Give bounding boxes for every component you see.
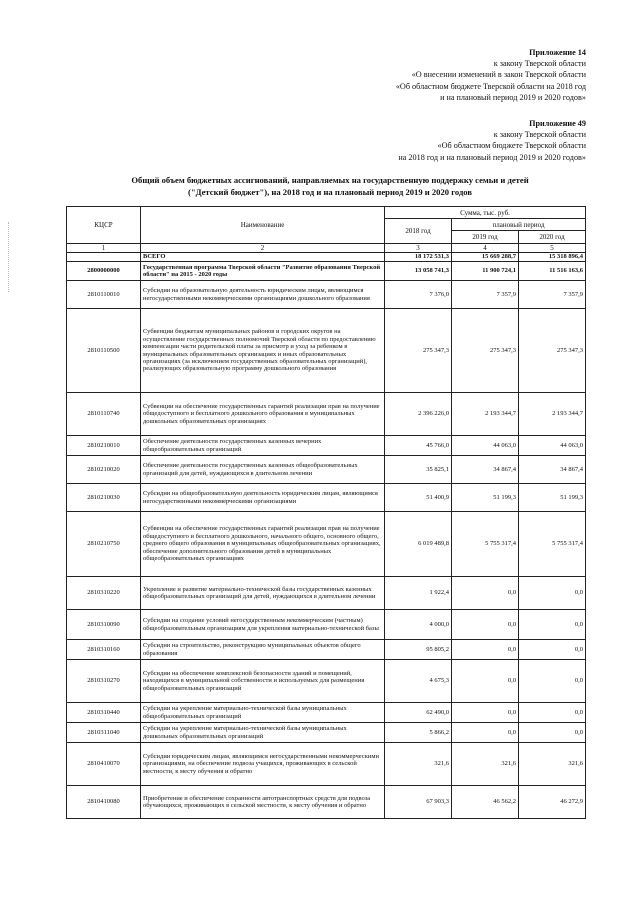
appendix-49-line: «Об областном бюджете Тверской области: [437, 141, 586, 151]
table-row: [67, 309, 586, 393]
table-row: [67, 703, 586, 723]
row-value-2019: 275 347,3: [452, 309, 519, 393]
row-value-2018: 6 019 489,8: [385, 512, 452, 577]
document-title: [70, 175, 590, 198]
table-row: [67, 577, 586, 610]
row-code: 2810310270: [67, 660, 141, 703]
row-code: 2810410080: [67, 786, 141, 819]
column-number: 4: [452, 244, 519, 253]
row-name: Субсидии на общеобразовательную деятельность юридическим лицам, являющимся негосударственными некоммерческими организациями: [141, 484, 385, 512]
row-value-2020: 5 755 317,4: [519, 512, 586, 577]
table-row: [67, 743, 586, 786]
row-value-2019: 5 755 317,4: [452, 512, 519, 577]
header-2020: 2020 год: [519, 231, 586, 244]
row-name: Субвенции бюджетам муниципальных районов и городских округов на осуществление государственных полномочий Тверской области по предоставлению компенсации части родительской платы за присмотр и уход за ребенком в муниципальных образовательных организациях и иных образовательных организациях (за исключением государственных образовательных организаций), реализующих образовательную программу дошкольного образования: [141, 309, 385, 393]
row-value-2018: 67 903,3: [385, 786, 452, 819]
row-value-2020: 321,6: [519, 743, 586, 786]
row-value-2020: 0,0: [519, 703, 586, 723]
row-value-2019: 0,0: [452, 577, 519, 610]
appendix-49-line: на 2018 год и на плановый период 2019 и 2020 годов»: [398, 152, 586, 162]
row-value-2018: 321,6: [385, 743, 452, 786]
row-value-2019: 11 900 724,1: [452, 262, 519, 281]
row-value-2018: 7 376,0: [385, 281, 452, 309]
row-code: [67, 253, 141, 262]
row-value-2019: 0,0: [452, 703, 519, 723]
row-code: 2800000000: [67, 262, 141, 281]
row-code: 2810210030: [67, 484, 141, 512]
appendix-49-title: Приложение 49: [529, 119, 586, 128]
row-name: Государственная программа Тверской области "Развитие образования Тверской области" на 2015 - 2020 годы: [141, 262, 385, 281]
row-code: 2810110010: [67, 281, 141, 309]
header-name: Наименование: [141, 207, 385, 244]
row-value-2019: 44 063,0: [452, 436, 519, 456]
row-name: Субсидии на укрепление материально-технической базы муниципальных дошкольных образовательных организаций: [141, 723, 385, 743]
row-name: Обеспечение деятельности государственных казенных общеобразовательных организаций для детей, нуждающихся в длительном лечении: [141, 456, 385, 484]
appendix-14-line: «О внесении изменений в закон Тверской области: [411, 70, 586, 80]
row-value-2020: 275 347,3: [519, 309, 586, 393]
header-2018: 2018 год: [385, 219, 452, 244]
header-2019: 2019 год: [452, 231, 519, 244]
row-value-2018: 45 766,0: [385, 436, 452, 456]
row-code: 2810410070: [67, 743, 141, 786]
row-value-2020: 46 272,9: [519, 786, 586, 819]
row-value-2019: 0,0: [452, 723, 519, 743]
row-value-2019: 2 193 344,7: [452, 393, 519, 436]
row-value-2020: 34 867,4: [519, 456, 586, 484]
row-value-2018: 4 675,3: [385, 660, 452, 703]
row-value-2019: 7 357,9: [452, 281, 519, 309]
row-value-2019: 0,0: [452, 660, 519, 703]
table-row: [67, 281, 586, 309]
row-name: Субвенции на обеспечение государственных гарантий реализации прав на получение общедоступного и бесплатного дошкольного образования в муниципальных дошкольных образовательных организациях: [141, 393, 385, 436]
budget-table: [66, 206, 586, 819]
table-row: [67, 640, 586, 660]
row-value-2020: 0,0: [519, 610, 586, 640]
row-value-2018: 18 172 531,3: [385, 253, 452, 262]
row-value-2018: 35 825,1: [385, 456, 452, 484]
row-value-2020: 0,0: [519, 660, 586, 703]
row-value-2019: 0,0: [452, 610, 519, 640]
row-code: 2810310090: [67, 610, 141, 640]
row-value-2019: 46 562,2: [452, 786, 519, 819]
table-row: [67, 723, 586, 743]
row-name: Обеспечение деятельности государственных казенных вечерних общеобразовательных организаций: [141, 436, 385, 456]
row-name: ВСЕГО: [141, 253, 385, 262]
header-sum: Сумма, тыс. руб.: [385, 207, 586, 219]
header-code: КЦСР: [67, 207, 141, 244]
table-row: [67, 262, 586, 281]
row-value-2019: 34 867,4: [452, 456, 519, 484]
table-row: [67, 786, 586, 819]
row-name: Субвенции на обеспечение государственных гарантий реализации прав на получение общедоступного и бесплатного дошкольного, начального общего, основного общего, среднего общего образования в муниципальных общеобразовательных организациях, обеспечение дополнительного образования детей в муниципальных общеобразовательных организациях: [141, 512, 385, 577]
column-number: 2: [141, 244, 385, 253]
row-name: Укрепление и развитие материально-технической базы государственных казенных общеобразовательных организаций для детей, нуждающихся в длительном лечении: [141, 577, 385, 610]
row-value-2020: 7 357,9: [519, 281, 586, 309]
row-value-2018: 275 347,3: [385, 309, 452, 393]
row-value-2019: 15 669 288,7: [452, 253, 519, 262]
row-value-2020: 0,0: [519, 577, 586, 610]
row-value-2018: 2 396 226,0: [385, 393, 452, 436]
row-value-2020: 11 516 163,6: [519, 262, 586, 281]
column-number: 5: [519, 244, 586, 253]
header-plan-period: плановый период: [452, 219, 586, 231]
row-value-2019: 0,0: [452, 640, 519, 660]
table-row: [67, 393, 586, 436]
row-value-2020: 15 318 896,4: [519, 253, 586, 262]
row-name: Приобретение и обеспечение сохранности автотранспортных средств для подвоза обучающихся, проживающих в сельской местности, к месту обучения и обратно: [141, 786, 385, 819]
row-name: Субсидии на строительство, реконструкцию муниципальных объектов общего образования: [141, 640, 385, 660]
appendix-14-block: [396, 47, 586, 103]
row-code: 2810210020: [67, 456, 141, 484]
scan-margin-mark: [8, 222, 11, 292]
row-code: 2810310440: [67, 703, 141, 723]
column-number: 1: [67, 244, 141, 253]
document-title-line: ("Детский бюджет"), на 2018 год и на плановый период 2019 и 2020 годов: [187, 186, 473, 197]
row-name: Субсидии на создание условий негосударственным некоммерческим (частным) общеобразовательным организациям для укрепления материально-технической базы: [141, 610, 385, 640]
row-value-2020: 0,0: [519, 723, 586, 743]
row-value-2018: 13 058 741,3: [385, 262, 452, 281]
table-row: [67, 456, 586, 484]
row-name: Субсидии юридическим лицам, являющимся негосударственными некоммерческими организациями, на обеспечение подвоза учащихся, проживающих в сельской местности, к месту обучения и обратно: [141, 743, 385, 786]
row-value-2018: 5 866,2: [385, 723, 452, 743]
appendix-14-title: Приложение 14: [529, 48, 586, 57]
row-value-2018: 4 000,0: [385, 610, 452, 640]
table-row: [67, 484, 586, 512]
row-code: 2810310220: [67, 577, 141, 610]
table-row: [67, 660, 586, 703]
table-row: [67, 436, 586, 456]
row-code: 2810210010: [67, 436, 141, 456]
appendix-14-line: к закону Тверской области: [493, 59, 586, 69]
row-value-2020: 2 193 344,7: [519, 393, 586, 436]
row-name: Субсидии на обеспечение комплексной безопасности зданий и помещений, находящихся в муниципальной собственности и используемых для размещения общеобразовательных организаций: [141, 660, 385, 703]
table-row: [67, 610, 586, 640]
appendix-49-block: [398, 118, 586, 163]
appendix-14-line: и на плановый период 2019 и 2020 годов»: [440, 92, 586, 102]
row-code: 2810311040: [67, 723, 141, 743]
row-name: Субсидии на укрепление материально-технической базы муниципальных общеобразовательных организаций: [141, 703, 385, 723]
appendix-49-line: к закону Тверской области: [493, 130, 586, 140]
row-code: 2810210750: [67, 512, 141, 577]
row-value-2020: 51 199,3: [519, 484, 586, 512]
row-value-2018: 51 400,9: [385, 484, 452, 512]
row-value-2018: 62 490,0: [385, 703, 452, 723]
column-number: 3: [385, 244, 452, 253]
row-code: 2810310160: [67, 640, 141, 660]
appendix-14-line: «Об областном бюджете Тверской области на 2018 год: [395, 81, 586, 91]
row-value-2019: 51 199,3: [452, 484, 519, 512]
row-name: Субсидии на образовательную деятельность юридическим лицам, являющимся негосударственными некоммерческими организациями дошкольного образования: [141, 281, 385, 309]
row-code: 2810110740: [67, 393, 141, 436]
budget-table-body: [67, 253, 586, 819]
table-row: [67, 512, 586, 577]
document-title-line: Общий объем бюджетных ассигнований, направляемых на государственную поддержку семьи и детей: [131, 175, 529, 185]
row-value-2019: 321,6: [452, 743, 519, 786]
row-code: 2810110500: [67, 309, 141, 393]
row-value-2018: 95 805,2: [385, 640, 452, 660]
table-row: [67, 253, 586, 262]
row-value-2020: 0,0: [519, 640, 586, 660]
row-value-2018: 1 922,4: [385, 577, 452, 610]
row-value-2020: 44 063,0: [519, 436, 586, 456]
